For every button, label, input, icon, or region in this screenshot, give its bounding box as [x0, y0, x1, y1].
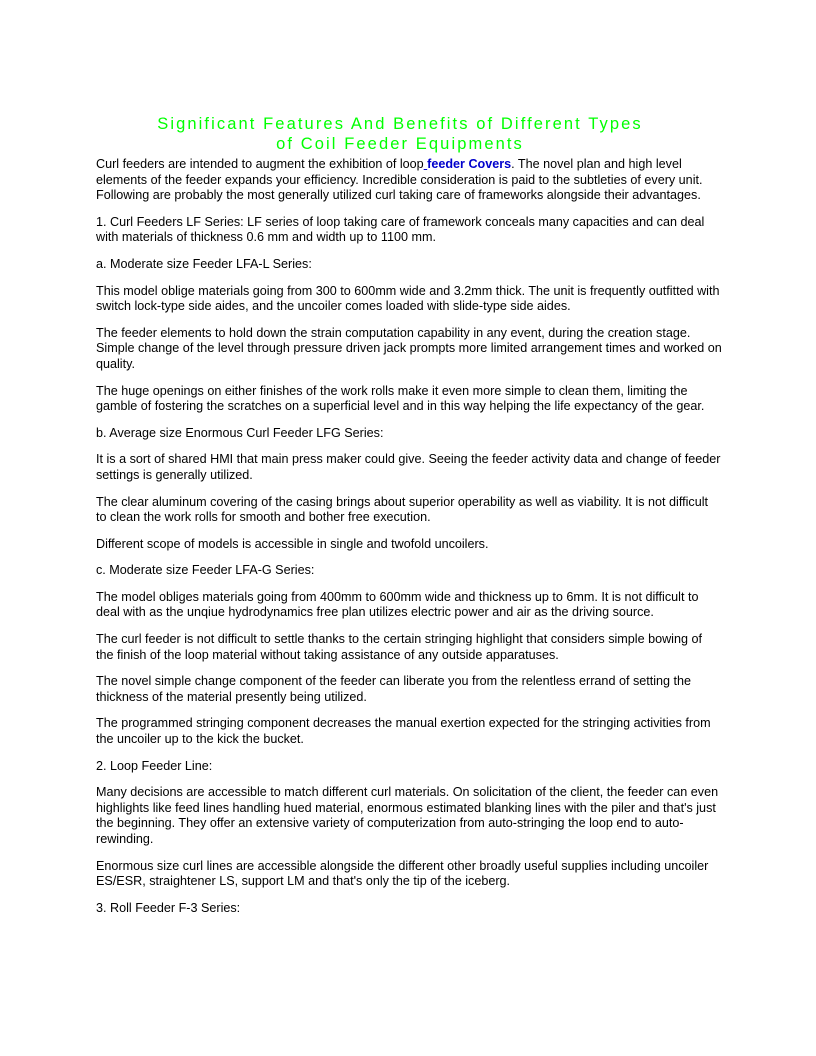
intro-paragraph [96, 157, 722, 204]
paragraph: The feeder elements to hold down the strain computation capability in any event, during the creation stage. Simple change of the level through pressure driven jack prompts more limited arrangement times and worked on quality. [96, 325, 722, 371]
feeder-covers-link[interactable] [424, 157, 512, 171]
paragraph: The programmed stringing component decreases the manual exertion expected for the stringing activities from the uncoiler up to the kick the bucket. [96, 716, 711, 747]
section-heading: a. Moderate size Feeder LFA-L Series: [96, 256, 312, 271]
paragraph: The clear aluminum covering of the casing brings about superior operability as well as viability. It is not difficult to clean the work rolls for smooth and bother free execution. [96, 494, 709, 525]
section-heading: c. Moderate size Feeder LFA-G Series: [96, 563, 315, 578]
paragraph: The curl feeder is not difficult to settle thanks to the certain stringing highlight that considers simple bowing of the finish of the loop material without taking assistance of any outside apparatuses. [96, 632, 702, 662]
intro-text-after: . The novel plan and high level elements of the feeder expands your efficiency. Incredible consideration is paid to the subtleties of every unit. Following are probably the most generally utilized curl taking care of frameworks alongside their advantages. [96, 157, 703, 203]
section-heading: 2. Loop Feeder Line: [96, 758, 213, 773]
document-title [80, 114, 720, 154]
paragraph: The novel simple change component of the feeder can liberate you from the relentless errand of setting the thickness of the material presently being utilized. [96, 674, 692, 704]
body-paragraphs [96, 215, 722, 917]
feeder-covers-link-text: feeder Covers [427, 157, 512, 171]
paragraph: Enormous size curl lines are accessible alongside the different other broadly useful supplies including uncoiler ES/ESR, straightener LS, support LM and that's only the tip of the iceberg. [96, 858, 709, 889]
paragraph: Different scope of models is accessible in single and twofold uncoilers. [96, 536, 489, 551]
paragraph: Many decisions are accessible to match different curl materials. On solicitation of the client, the feeder can even highlights like feed lines handling hued material, enormous estimated blanking lines with the piler and that's just the beginning. They offer an extensive variety of computerization from auto-stringing the loop end to auto-rewinding. [96, 785, 719, 846]
paragraph: This model oblige materials going from 300 to 600mm wide and 3.2mm thick. The unit is frequently outfitted with switch lock-type side aides, and the uncoiler comes loaded with slide-type side aides. [96, 283, 720, 314]
document-page [96, 110, 722, 927]
section-heading: b. Average size Enormous Curl Feeder LFG Series: [96, 425, 384, 440]
paragraph: The model obliges materials going from 400mm to 600mm wide and thickness up to 6mm. It is not difficult to deal with as the unqiue hydrodynamics free plan utilizes electric power and air as the driving source. [96, 589, 699, 620]
intro-text-before: Curl feeders are intended to augment the exhibition of loop [96, 157, 424, 171]
section-heading: 3. Roll Feeder F-3 Series: [96, 900, 241, 915]
title-line-2: of Coil Feeder Equipments [276, 135, 524, 153]
title-line-1: Significant Features And Benefits of Different Types [157, 115, 643, 133]
paragraph: It is a sort of shared HMI that main press maker could give. Seeing the feeder activity data and change of feeder settings is generally utilized. [96, 452, 721, 482]
paragraph: The huge openings on either finishes of the work rolls make it even more simple to clean them, limiting the gamble of fostering the scratches on a superficial level and in this way helping the life expectancy of the gear. [96, 383, 705, 414]
paragraph: 1. Curl Feeders LF Series: LF series of loop taking care of framework conceals many capacities and can deal with materials of thickness 0.6 mm and width up to 1100 mm. [96, 214, 705, 245]
